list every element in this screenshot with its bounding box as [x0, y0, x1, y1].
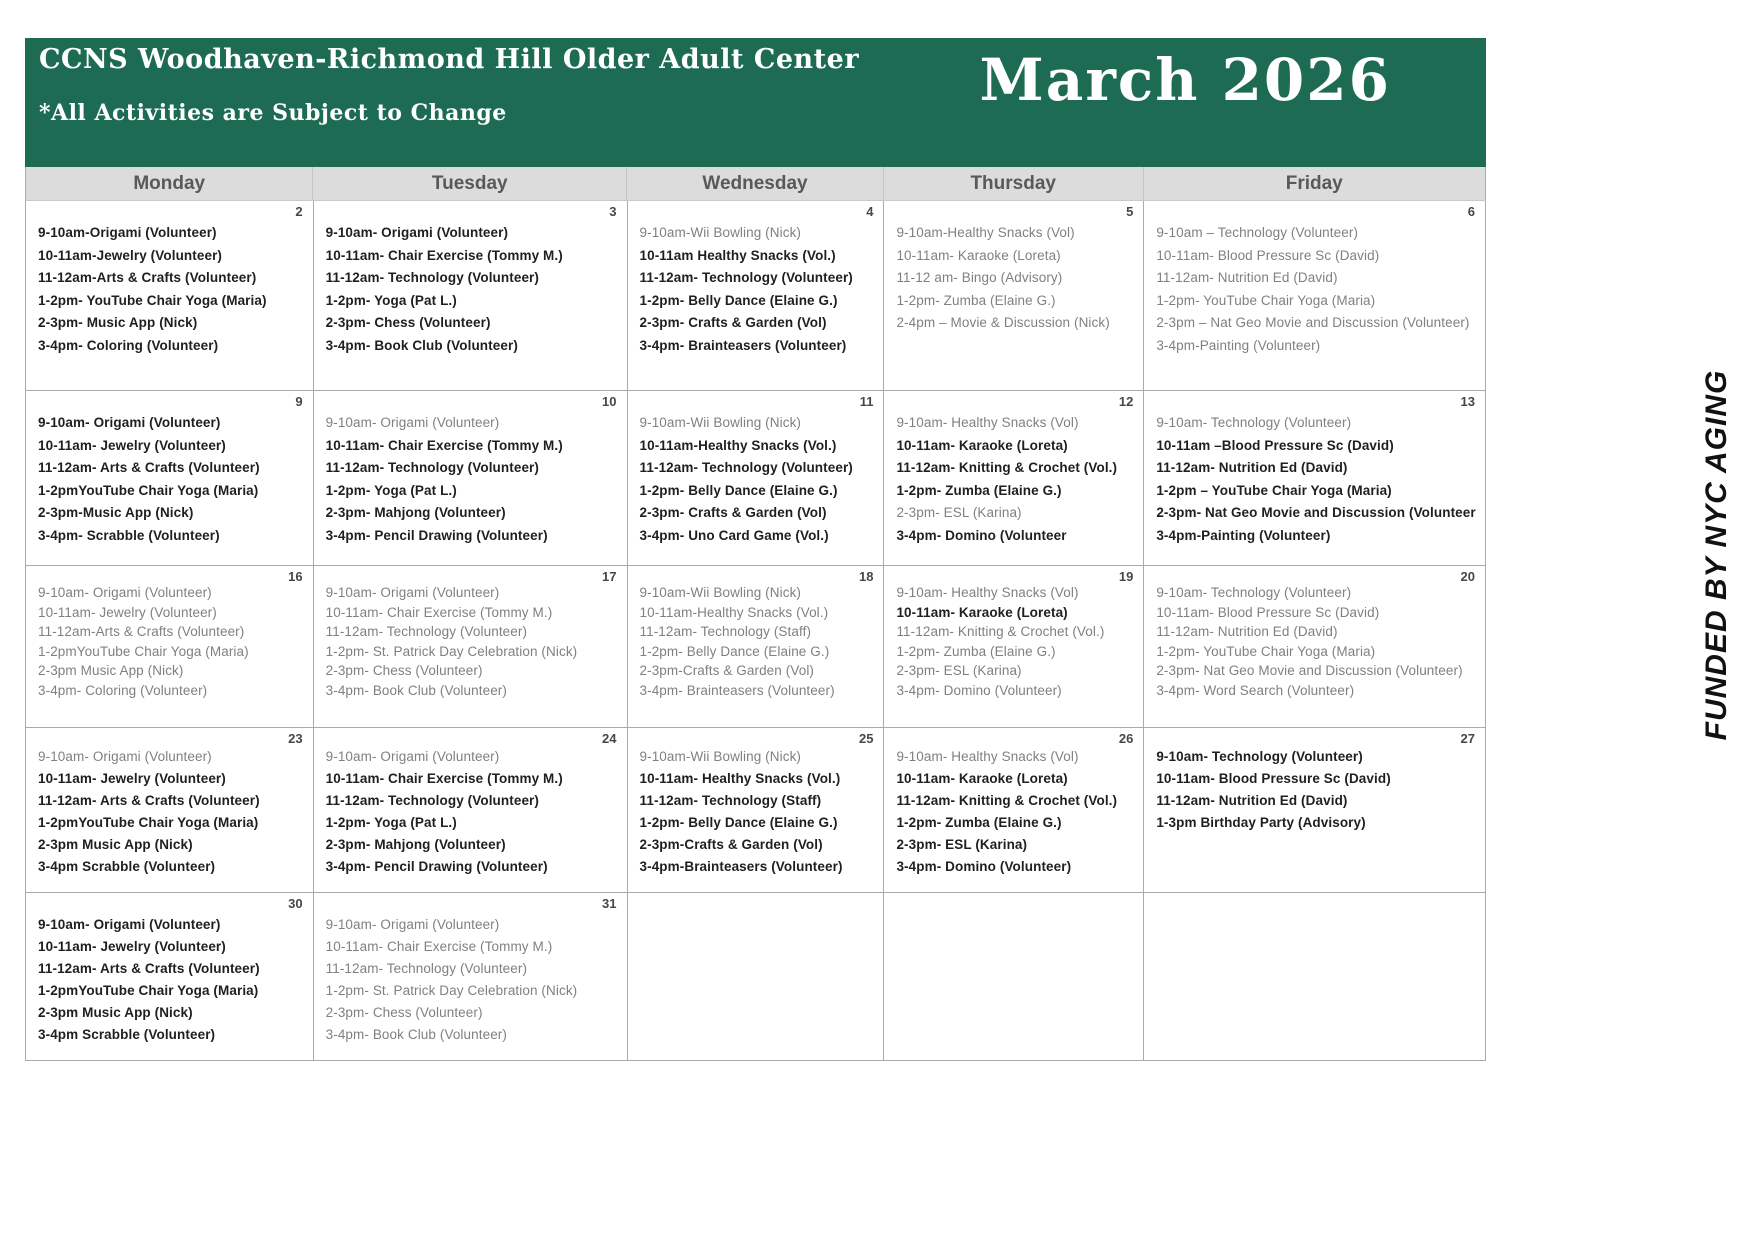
event-entry: 9-10am- Healthy Snacks (Vol) [896, 415, 1079, 430]
event-entry: 10-11am- Karaoke (Loreta) [896, 771, 1068, 786]
day-cell-16 [26, 566, 314, 728]
event-entry: 10-11am-Healthy Snacks (Vol.) [639, 604, 829, 620]
day-number: 23 [288, 731, 303, 746]
event-entry: 2-3pm Music App (Nick) [38, 837, 193, 852]
day-number: 16 [288, 569, 303, 584]
event-entry: 11-12am- Arts & Crafts (Volunteer) [38, 460, 260, 475]
event-entry: 10-11am- Karaoke (Loreta) [896, 247, 1061, 263]
weekday-header-row [25, 167, 1486, 200]
week-row [26, 566, 1486, 728]
event-entry: 9-10am- Origami (Volunteer) [38, 585, 212, 600]
event-entry: 3-4pm- Book Club (Volunteer) [325, 682, 507, 698]
event-entry: 10-11am Healthy Snacks (Vol.) [639, 247, 836, 263]
event-entry: 9-10am-Wii Bowling (Nick) [639, 749, 802, 764]
day-number: 9 [295, 394, 303, 409]
event-entry: 10-11am- Jewelry (Volunteer) [38, 771, 226, 786]
event-entry: 10-11am- Karaoke (Loreta) [896, 437, 1068, 453]
event-entry: 2-3pm- ESL (Karina) [896, 663, 1022, 678]
event-entry: 9-10am- Origami (Volunteer) [38, 415, 221, 430]
weekday-header-wednesday: Wednesday [627, 167, 884, 200]
event-entry: 11-12am- Arts & Crafts (Volunteer) [38, 793, 260, 808]
event-entry: 1-2pm – YouTube Chair Yoga (Maria) [1156, 482, 1392, 498]
day-cell-24 [314, 728, 628, 893]
event-entry: 11-12am- Technology (Staff) [639, 624, 812, 639]
weekday-header-thursday: Thursday [884, 167, 1144, 200]
event-entry: 11-12am-Arts & Crafts (Volunteer) [38, 624, 245, 639]
event-entry: 10-11am- Healthy Snacks (Vol.) [639, 771, 841, 786]
day-number: 5 [1126, 204, 1134, 219]
event-entry: 9-10am- Technology (Volunteer) [1156, 749, 1363, 764]
event-entry: 1-2pm- Yoga (Pat L.) [325, 482, 457, 498]
event-entry: 3-4pm-Painting (Volunteer) [1156, 527, 1331, 543]
event-entry: 2-3pm- Chess (Volunteer) [325, 1005, 483, 1020]
event-entry: 11-12am- Technology (Volunteer) [639, 460, 853, 475]
event-entry: 2-3pm- Nat Geo Movie and Discussion (Volunteer) [1156, 663, 1463, 678]
day-cell-31 [314, 893, 628, 1061]
calendar-grid [25, 200, 1486, 1061]
event-entry: 10-11am- Chair Exercise (Tommy M.) [325, 771, 563, 786]
event-entry: 3-4pm Scrabble (Volunteer) [38, 859, 216, 874]
event-entry: 9-10am-Origami (Volunteer) [38, 225, 217, 240]
event-entry: 2-3pm- Nat Geo Movie and Discussion (Volunteer [1156, 505, 1476, 520]
day-number: 20 [1460, 569, 1475, 584]
day-number: 6 [1467, 204, 1475, 219]
day-number: 30 [288, 896, 303, 911]
event-entry: 10-11am-Healthy Snacks (Vol.) [639, 437, 837, 453]
event-entry: 9-10am- Origami (Volunteer) [325, 917, 500, 932]
event-entry: 10-11am- Chair Exercise (Tommy M.) [325, 437, 563, 453]
event-entry: 1-2pm- Yoga (Pat L.) [325, 292, 457, 308]
day-cell-18 [628, 566, 885, 728]
day-cell-13 [1144, 391, 1486, 566]
event-entry: 2-3pm-Music App (Nick) [38, 505, 194, 520]
event-entry: 3-4pm- Pencil Drawing (Volunteer) [325, 859, 548, 874]
day-number: 31 [602, 896, 617, 911]
funded-by-note: FUNDED BY NYC AGING [1700, 369, 1733, 741]
event-entry: 3-4pm- Pencil Drawing (Volunteer) [325, 527, 548, 543]
event-entry: 10-11am- Blood Pressure Sc (David) [1156, 247, 1380, 263]
day-number: 19 [1118, 569, 1134, 584]
event-entry: 9-10am- Healthy Snacks (Vol) [896, 585, 1079, 600]
event-entry: 9-10am-Wii Bowling (Nick) [639, 415, 802, 430]
day-cell-5 [884, 201, 1144, 391]
event-entry: 9-10am- Origami (Volunteer) [38, 749, 212, 764]
event-entry: 1-2pm- Belly Dance (Elaine G.) [639, 292, 838, 308]
event-entry: 3-4pm- Book Club (Volunteer) [325, 1027, 507, 1042]
event-entry: 11-12am- Knitting & Crochet (Vol.) [896, 793, 1118, 808]
event-entry: 1-2pmYouTube Chair Yoga (Maria) [38, 983, 259, 998]
subject-to-change-note: *All Activities are Subject to Change [39, 100, 507, 126]
event-entry: 11-12am-Arts & Crafts (Volunteer) [38, 270, 257, 285]
event-entry: 2-3pm- ESL (Karina) [896, 505, 1022, 520]
week-row [26, 728, 1486, 893]
event-entry: 11-12am- Technology (Volunteer) [325, 460, 540, 475]
event-entry: 3-4pm- Book Club (Volunteer) [325, 337, 518, 353]
day-cell-10 [314, 391, 628, 566]
event-entry: 11-12am- Technology (Volunteer) [639, 270, 853, 285]
day-cell-6 [1144, 201, 1486, 391]
day-cell-17 [314, 566, 628, 728]
event-entry: 9-10am- Technology (Volunteer) [1156, 585, 1352, 600]
week-row [26, 893, 1486, 1061]
day-cell-12 [884, 391, 1144, 566]
day-number: 18 [858, 569, 874, 584]
day-cell-9 [26, 391, 314, 566]
day-number: 13 [1460, 394, 1475, 409]
day-cell-19 [884, 566, 1144, 728]
day-number: 17 [602, 569, 617, 584]
event-entry: 2-3pm- Crafts & Garden (Vol) [639, 505, 827, 520]
day-number: 3 [609, 204, 617, 219]
event-entry: 1-2pm- Yoga (Pat L.) [325, 815, 457, 830]
event-entry: 1-2pmYouTube Chair Yoga (Maria) [38, 643, 249, 659]
event-entry: 3-4pm- Brainteasers (Volunteer) [639, 337, 847, 353]
event-entry: 11-12am- Technology (Volunteer) [325, 270, 540, 285]
day-number: 12 [1118, 394, 1134, 409]
event-entry: 2-3pm- Chess (Volunteer) [325, 315, 491, 330]
day-cell-3 [314, 201, 628, 391]
calendar-header [25, 38, 1486, 167]
center-name-title: CCNS Woodhaven-Richmond Hill Older Adult Center [39, 44, 860, 75]
event-entry: 3-4pm-Painting (Volunteer) [1156, 337, 1321, 353]
day-number: 4 [866, 204, 874, 219]
event-entry: 3-4pm- Domino (Volunteer) [896, 682, 1062, 698]
day-cell-20 [1144, 566, 1486, 728]
event-entry: 9-10am-Healthy Snacks (Vol) [896, 225, 1075, 240]
event-entry: 11-12am- Nutrition Ed (David) [1156, 624, 1338, 639]
day-number: 11 [859, 394, 874, 409]
event-entry: 1-2pmYouTube Chair Yoga (Maria) [38, 482, 259, 498]
event-entry: 3-4pm- Scrabble (Volunteer) [38, 527, 220, 543]
event-entry: 1-3pm Birthday Party (Advisory) [1156, 815, 1366, 830]
event-entry: 2-3pm-Crafts & Garden (Vol) [639, 663, 815, 678]
event-entry: 3-4pm Scrabble (Volunteer) [38, 1027, 216, 1042]
event-entry: 10-11am- Blood Pressure Sc (David) [1156, 604, 1380, 620]
event-entry: 1-2pm- Zumba (Elaine G.) [896, 815, 1062, 830]
event-entry: 2-3pm Music App (Nick) [38, 1005, 193, 1020]
event-entry: 3-4pm- Domino (Volunteer) [896, 859, 1072, 874]
event-entry: 10-11am- Karaoke (Loreta) [896, 604, 1068, 620]
event-entry: 11-12am- Technology (Staff) [639, 793, 822, 808]
day-number: 24 [602, 731, 617, 746]
day-cell-11 [628, 391, 885, 566]
weekday-header-tuesday: Tuesday [313, 167, 627, 200]
event-entry: 9-10am-Wii Bowling (Nick) [639, 225, 802, 240]
event-entry: 3-4pm-Brainteasers (Volunteer) [639, 859, 843, 874]
event-entry: 2-3pm- Music App (Nick) [38, 315, 198, 330]
event-entry: 11-12am- Knitting & Crochet (Vol.) [896, 624, 1105, 639]
event-entry: 1-2pm- YouTube Chair Yoga (Maria) [1156, 292, 1376, 308]
event-entry: 1-2pm- St. Patrick Day Celebration (Nick) [325, 983, 578, 998]
event-entry: 10-11am- Chair Exercise (Tommy M.) [325, 247, 563, 263]
event-entry: 11-12am- Technology (Volunteer) [325, 961, 528, 976]
event-entry: 10-11am- Blood Pressure Sc (David) [1156, 771, 1391, 786]
event-entry: 11-12am- Technology (Volunteer) [325, 793, 540, 808]
event-entry: 2-3pm – Nat Geo Movie and Discussion (Volunteer) [1156, 315, 1470, 330]
event-entry: 11-12am- Arts & Crafts (Volunteer) [38, 961, 260, 976]
event-entry: 10-11am- Chair Exercise (Tommy M.) [325, 939, 553, 954]
event-entry: 10-11am- Jewelry (Volunteer) [38, 437, 226, 453]
event-entry: 9-10am- Origami (Volunteer) [325, 415, 500, 430]
empty-day-cell [628, 893, 885, 1061]
day-cell-4 [628, 201, 885, 391]
event-entry: 1-2pm- Belly Dance (Elaine G.) [639, 815, 838, 830]
event-entry: 2-3pm-Crafts & Garden (Vol) [639, 837, 823, 852]
event-entry: 3-4pm- Word Search (Volunteer) [1156, 682, 1355, 698]
day-cell-2 [26, 201, 314, 391]
event-entry: 1-2pm- Belly Dance (Elaine G.) [639, 643, 830, 659]
event-entry: 11-12am- Nutrition Ed (David) [1156, 270, 1338, 285]
day-cell-25 [628, 728, 885, 893]
event-entry: 9-10am- Technology (Volunteer) [1156, 415, 1352, 430]
weekday-header-monday: Monday [26, 167, 313, 200]
event-entry: 2-3pm- ESL (Karina) [896, 837, 1028, 852]
event-entry: 2-3pm- Mahjong (Volunteer) [325, 505, 506, 520]
event-entry: 2-3pm- Crafts & Garden (Vol) [639, 315, 827, 330]
event-entry: 1-2pm- Zumba (Elaine G.) [896, 482, 1062, 498]
event-entry: 2-3pm- Chess (Volunteer) [325, 663, 483, 678]
event-entry: 3-4pm- Uno Card Game (Vol.) [639, 527, 829, 543]
event-entry: 3-4pm- Domino (Volunteer [896, 527, 1067, 543]
event-entry: 10-11am- Chair Exercise (Tommy M.) [325, 604, 553, 620]
event-entry: 9-10am- Origami (Volunteer) [325, 225, 509, 240]
month-title: March 2026 [979, 46, 1391, 114]
event-entry: 2-4pm – Movie & Discussion (Nick) [896, 315, 1110, 330]
day-number: 2 [295, 204, 303, 219]
event-entry: 2-3pm Music App (Nick) [38, 663, 184, 678]
event-entry: 3-4pm- Coloring (Volunteer) [38, 682, 208, 698]
event-entry: 1-2pmYouTube Chair Yoga (Maria) [38, 815, 259, 830]
day-number: 26 [1118, 731, 1134, 746]
week-row [26, 201, 1486, 391]
event-entry: 11-12am- Nutrition Ed (David) [1156, 460, 1348, 475]
event-entry: 9-10am – Technology (Volunteer) [1156, 225, 1359, 240]
event-entry: 9-10am- Healthy Snacks (Vol) [896, 749, 1079, 764]
event-entry: 10-11am- Jewelry (Volunteer) [38, 604, 217, 620]
empty-day-cell [884, 893, 1144, 1061]
event-entry: 3-4pm- Coloring (Volunteer) [38, 337, 219, 353]
event-entry: 9-10am-Wii Bowling (Nick) [639, 585, 802, 600]
event-entry: 10-11am –Blood Pressure Sc (David) [1156, 437, 1394, 453]
event-entry: 1-2pm- YouTube Chair Yoga (Maria) [1156, 643, 1376, 659]
event-entry: 10-11am- Jewelry (Volunteer) [38, 939, 226, 954]
event-entry: 9-10am- Origami (Volunteer) [38, 917, 221, 932]
event-entry: 1-2pm- St. Patrick Day Celebration (Nick) [325, 643, 578, 659]
event-entry: 11-12am- Nutrition Ed (David) [1156, 793, 1348, 808]
event-entry: 2-3pm- Mahjong (Volunteer) [325, 837, 506, 852]
day-number: 10 [602, 394, 617, 409]
event-entry: 1-2pm- Belly Dance (Elaine G.) [639, 482, 838, 498]
event-entry: 11-12am- Technology (Volunteer) [325, 624, 528, 639]
event-entry: 3-4pm- Brainteasers (Volunteer) [639, 682, 835, 698]
event-entry: 11-12am- Knitting & Crochet (Vol.) [896, 460, 1118, 475]
event-entry: 1-2pm- Zumba (Elaine G.) [896, 643, 1056, 659]
event-entry: 11-12 am- Bingo (Advisory) [896, 270, 1063, 285]
day-cell-30 [26, 893, 314, 1061]
empty-day-cell [1144, 893, 1486, 1061]
day-cell-26 [884, 728, 1144, 893]
day-number: 25 [858, 731, 874, 746]
event-entry: 1-2pm- YouTube Chair Yoga (Maria) [38, 292, 267, 308]
day-number: 27 [1460, 731, 1475, 746]
event-entry: 9-10am- Origami (Volunteer) [325, 585, 500, 600]
week-row [26, 391, 1486, 566]
event-entry: 1-2pm- Zumba (Elaine G.) [896, 292, 1056, 308]
event-entry: 9-10am- Origami (Volunteer) [325, 749, 500, 764]
weekday-header-friday: Friday [1285, 172, 1343, 194]
day-cell-23 [26, 728, 314, 893]
event-entry: 10-11am-Jewelry (Volunteer) [38, 247, 223, 263]
day-cell-27 [1144, 728, 1486, 893]
